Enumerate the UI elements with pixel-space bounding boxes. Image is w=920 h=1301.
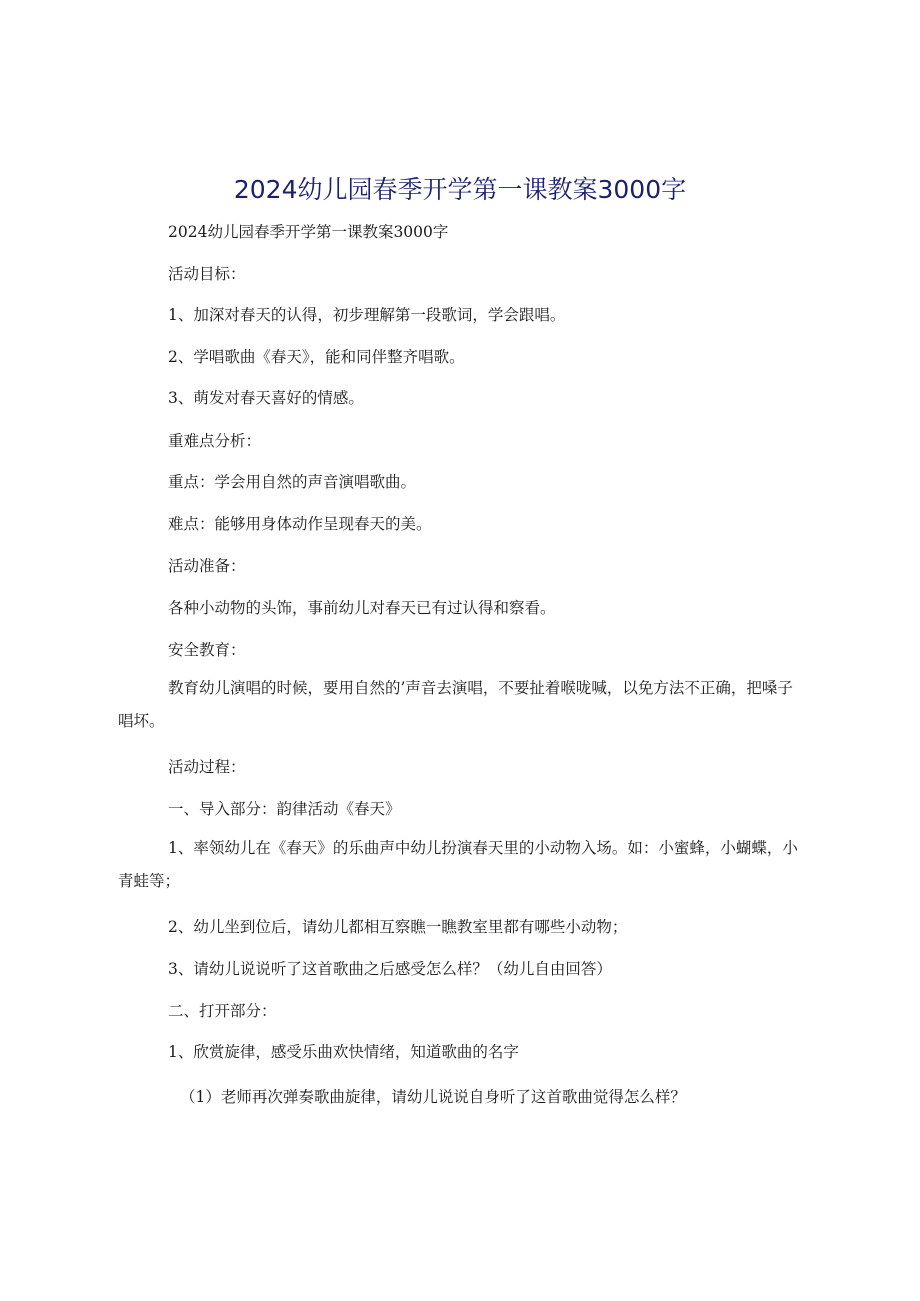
paragraph-process-heading: 活动过程：	[168, 758, 246, 776]
paragraph-goal-2: 2、学唱歌曲《春天》，能和同伴整齐唱歌。	[168, 348, 465, 366]
document-title: 2024幼儿园春季开学第一课教案3000字	[233, 175, 687, 204]
paragraph-safety: 教育幼儿演唱的时候，要用自然的’声音去演唱，不要扯着喉咙喊，以免方法不正确，把嗓子唱坏。	[118, 679, 793, 730]
paragraph-section-2: 二、打开部分：	[168, 1002, 277, 1020]
paragraph-safety-heading: 安全教育：	[168, 641, 246, 659]
paragraph-subtitle: 2024幼儿园春季开学第一课教案3000字	[168, 223, 449, 241]
paragraph-section-2-item-1: 1、欣赏旋律，感受乐曲欢快情绪，知道歌曲的名字	[168, 1043, 519, 1061]
paragraph-step-1: 1、率领幼儿在《春天》的乐曲声中幼儿扮演春天里的小动物入场。如：小蜜蜂，小蝴蝶，小青蛙等；	[118, 839, 798, 890]
paragraph-goal-3: 3、萌发对春天喜好的情感。	[168, 389, 364, 407]
paragraph-section-2-subitem-1: （1）老师再次弹奏歌曲旋律，请幼儿说说自身听了这首歌曲觉得怎么样？	[180, 1088, 686, 1106]
paragraph-step-2: 2、幼儿坐到位后，请幼儿都相互察瞧一瞧教室里都有哪些小动物；	[168, 918, 628, 936]
paragraph-preparation: 各种小动物的头饰，事前幼儿对春天已有过认得和察看。	[168, 599, 556, 617]
paragraph-goal-1: 1、加深对春天的认得，初步理解第一段歌词，学会跟唱。	[168, 306, 566, 324]
paragraph-goals-heading: 活动目标：	[168, 265, 246, 283]
paragraph-key-points-heading: 重难点分析：	[168, 432, 262, 450]
paragraph-step-3: 3、请幼儿说说听了这首歌曲之后感受怎么样？（幼儿自由回答）	[168, 960, 612, 978]
paragraph-preparation-heading: 活动准备：	[168, 557, 246, 575]
paragraph-difficulty: 难点：能够用身体动作呈现春天的美。	[168, 515, 432, 533]
paragraph-section-1: 一、导入部分：韵律活动《春天》	[168, 800, 401, 818]
paragraph-key-point: 重点：学会用自然的声音演唱歌曲。	[168, 473, 417, 491]
